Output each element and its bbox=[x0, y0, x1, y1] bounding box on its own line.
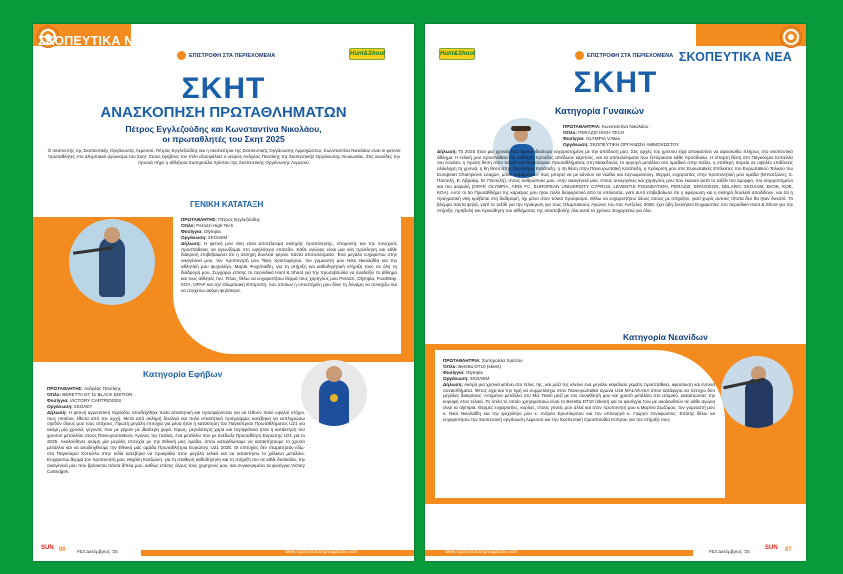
organization-value: ΣΚΟΛΕΜ bbox=[208, 234, 228, 240]
women-details bbox=[437, 124, 793, 214]
page-number: 86 bbox=[59, 547, 66, 553]
sun-logo: SUN bbox=[41, 545, 54, 551]
poutikis-photo bbox=[301, 360, 367, 426]
gun-value: Beretta DT10 (skeet) bbox=[458, 363, 501, 369]
champion-label: ΠΡΩΤΑΘΛΗΤΗΣ: bbox=[47, 386, 83, 391]
issue-label: #53 Δεκέμβριος '25 bbox=[709, 550, 750, 555]
intro-paragraph: Ο σκοπευτής της Σκοπευτικής Οργάνωσης Λεμεσού, Πέτρος Εγγλεζούδης και η σκοπεύτρια της Σκοπευτικής Οργάνωσης Αμμοχώστου, Κωνσταντίνα Νικολάου είναι οι φετινοί πρωταθλητές στο ολυμπιακό αγώνισμα του Σκητ. Στους έφηβους τον τίτλο εξασφάλισε ο νεαρός Ανδρέας Πουτίκης της Σκοπευτικής Οργάνωσης Λευκωσίας. Στις νεανίδες την πρωτιά πήρε η αθλήτρια Σωτηρούλα Χρίστου της Σκοπευτικής Οργάνωσης Λεμεσού. bbox=[47, 148, 401, 165]
website-link[interactable]: www.cyprushuntingmagazine.com bbox=[445, 550, 518, 555]
target-icon bbox=[780, 26, 802, 48]
gun-value: Perazzi High Tech bbox=[196, 222, 234, 228]
gun-label: Όπλο: bbox=[181, 222, 195, 228]
juniors-heading: Κατηγορία Εφήβων bbox=[143, 369, 223, 379]
statement-text: Ακόμη μια χρονιά φτάνει στο τέλος της, και μαζί της κλείνει ένα μεγάλο κεφάλαιο γεμάτο προσπάθεια, αφοσίωση και έντονα συναισθήματα. Φέτος είχα και την τιμή να συμμετάσχω στον Πανευρωπαϊκό αγώνα U18 MALAKASA όπου κατάφερα να πετύχω δύο μεγάλες διακρίσεις: Ασημένιο μετάλλιο στο Mix Team μαζί με τον συναθλητή μου και χρυσό μετάλλιο στο ατομικό, κατακτώντας την κορυφή στον τελικό. Το όπλο το οποίο χρησιμοποιώ είναι το Beretta DT10 (skeet) και τα φυσίγγια που με ακολουθούν σε κάθε αγώνα είναι τα olympia. Θερμές ευχαριστίες, κυρίως, στους γονείς μου αλλά και στον προπονητή μου κ.Μαρίνο Σωζόμου, τον γυμναστή μου κ. Νίκο Νικολαΐδη και την ψυχολόγο μου κ. Αντρέα Ερωτόκριτου και τον οπλουργό κ. Γιώργο Ξενοφώντος. Επίσης θέλω να ευχαριστήσω την Σκοπευτική οργάνωση Λεμεσού και την Σκοπευτική Ομοσπονδία Κύπρου για την στήριξη τους. bbox=[443, 381, 715, 423]
junior-figure bbox=[319, 380, 349, 426]
issue-label: #53 Δεκέμβριος '25 bbox=[77, 550, 118, 555]
hunt-shoot-logo: Hunt&Shoot bbox=[439, 48, 475, 60]
champion-label: ΠΡΩΤΑΘΛΗΤΡΙΑ: bbox=[443, 358, 481, 363]
cartridges-value: OLYMPIA V-Max bbox=[585, 135, 621, 141]
back-arrow-icon bbox=[177, 51, 186, 60]
cartridges-value: Olympia bbox=[465, 369, 483, 375]
organization-label: Οργάνωση: bbox=[181, 234, 207, 240]
statement-label: Δήλωση: bbox=[47, 409, 67, 415]
right-footer bbox=[425, 545, 806, 561]
left-header bbox=[33, 24, 414, 66]
footer-bar bbox=[141, 550, 414, 556]
gold-medal-icon bbox=[330, 394, 338, 402]
champion-name: Ανδρέας Πουτίκης bbox=[84, 386, 121, 391]
statement-label: Δήλωση: bbox=[443, 381, 463, 387]
girls-details bbox=[443, 358, 715, 423]
organization-label: Οργάνωση: bbox=[443, 375, 469, 381]
cartridges-value: VICTORY CARTRIDGES bbox=[69, 397, 122, 403]
headline-line-2: οι πρωταθλητές του Σκητ 2025 bbox=[162, 134, 285, 144]
shooter-head bbox=[104, 227, 120, 243]
statement-label: Δήλωση: bbox=[437, 148, 457, 154]
cartridges-label: Φυσίγγια: bbox=[563, 135, 585, 141]
cartridges-label: Φυσίγγια: bbox=[181, 228, 203, 234]
back-arrow-icon bbox=[575, 51, 584, 60]
right-page bbox=[425, 24, 806, 561]
page-subtitle: ΑΝΑΣΚΟΠΗΣΗ ΠΡΩΤΑΘΛΗΜΑΤΩΝ bbox=[100, 104, 347, 121]
page-title: ΣΚΗΤ bbox=[181, 72, 266, 105]
back-link-label: ΕΠΙΣΤΡΟΦΗ ΣΤΑ ΠΕΡΙΕΧΟΜΕΝΑ bbox=[189, 52, 276, 59]
organization-value: ΣΚΟΛΕΥ bbox=[74, 403, 93, 409]
christou-photo bbox=[721, 356, 793, 428]
section-title: ΣΚΟΠΕΥΤΙΚΑ ΝΕΑ bbox=[678, 50, 792, 64]
page-gutter bbox=[414, 24, 425, 561]
gun-label: Όπλο: bbox=[563, 129, 577, 135]
sun-logo: SUN bbox=[765, 545, 778, 551]
website-link[interactable]: www.cyprushuntingmagazine.com bbox=[285, 550, 358, 555]
junior-head bbox=[326, 366, 342, 382]
champion-label: ΠΡΩΤΑΘΛΗΤΡΙΑ: bbox=[563, 124, 601, 129]
juniors-details bbox=[47, 386, 305, 475]
section-title: ΣΚΟΠΕΥΤΙΚΑ ΝΕΑ bbox=[38, 34, 152, 48]
statement-label: Δήλωση: bbox=[181, 240, 201, 246]
general-details bbox=[181, 217, 397, 294]
left-page bbox=[33, 24, 414, 561]
organization-label: Οργάνωση: bbox=[47, 403, 73, 409]
back-to-contents-link[interactable] bbox=[177, 51, 275, 60]
organization-label: Οργάνωση: bbox=[563, 141, 589, 147]
statement-text: Η φετινή αγωνιστική περίοδος αποδείχθηκε πολύ απαιτητική και προσφέρονταν για να τεθούν πολύ υψηλοί στόχοι, τους οποίους έθεσα από την αρχή. Μετά από σκληρή δουλειά και πολύ απαιτητικό πρόγραμμα, κατέβηκα να εκπληρώσω σχεδόν όλους μου τους στόχους. Πρώτη μεγάλη επιτυχία για μένα ήταν η κατάκτηση του Παγκύπριου Πρωταθλήματος U21 για ακόμη μία χρονιά, γεγονός που με γέμισε με ιδιαίτερη χαρά. Όμως, μεγαλύτερη χαρά και περηφάνεια ήταν η κατάκτηση του χρυσού μεταλλίου στους Πανευρωπαϊκούς Αγώνες της Ιταλίας, ένα μετάλλιο που με ανέδειξε Πρωταθλητή Ευρώπης U21 για το 2025. Ακολούθησε ακόμη μία μεγάλη επιτυχία με την Εθνική μας ομάδα, όπου κατορθώσαμε να κατακτήσουμε το χρυσό μετάλλιο και να αναδειχθούμε την Εθνική μας ομάδα Πρωταθλήτρια Ευρώπης U21 2025. Οι επιτυχίες δεν σταμάτησαν εδώ· στο Παγκόσμιο Κύπελλο στην Ινδία κατέβηκα να προκριθώ στον μεγάλο τελικό και να κατακτήσω το χάλκινο μετάλλιο. Ευχαριστώ θερμά τον προπονητή μου, Μιχάλη Κατζιώνη, για τη σταθερή καθοδήγηση και τη στήριξή του σε κάθε δυσκολία, την οικογένειά μου που βρίσκεται πάντα δίπλα μου, καθώς επίσης όλους τους χορηγούς μου, και συγκεκριμένα τα φυσίγγια Victory Cartridges. bbox=[47, 409, 305, 474]
cartridges-value: Olympia bbox=[203, 228, 221, 234]
gun-label: Όπλο: bbox=[47, 391, 61, 397]
page-title: ΣΚΗΤ bbox=[573, 66, 658, 99]
champion-label: ΠΡΩΤΑΘΛΗΤΗΣ: bbox=[181, 217, 217, 222]
headline-line-1: Πέτρος Εγγλεζούδης και Κωνσταντίνα Νικολάου, bbox=[125, 124, 322, 134]
gun-value: PERAZZI HIGH TECH bbox=[578, 129, 625, 135]
gun-label: Όπλο: bbox=[443, 363, 457, 369]
champion-name: Σωτηρούλα Χρίστου bbox=[481, 358, 523, 363]
champion-name: Πέτρος Εγγλεζούδης bbox=[218, 217, 261, 222]
page-number: 87 bbox=[785, 547, 792, 553]
organization-value: ΣΚΟΛΕΜ bbox=[470, 375, 490, 381]
champion-name: Κωνσταντίνα Νικολάου bbox=[601, 124, 649, 129]
englezoudis-photo bbox=[69, 219, 155, 305]
back-link-label: ΕΠΙΣΤΡΟΦΗ ΣΤΑ ΠΕΡΙΕΧΟΜΕΝΑ bbox=[587, 52, 674, 59]
cartridges-label: Φυσίγγια: bbox=[47, 397, 69, 403]
left-footer bbox=[33, 545, 414, 561]
women-heading: Κατηγορία Γυναικών bbox=[555, 106, 644, 116]
statement-text: Το 2025 ήταν μια χρονιά που ήμουν ιδιαίτερα ευχαριστημένη με την απόδοσή μου. Στις αρχές του χρόνου είχα αποφασίσει να αφοσιωθώ πλήρως στο σκοπευτικό άθλημα. Η τελική μου προσπάθεια και σταθερή πρόοδος απέδωσε καρπούς, και τα αποτελέσματα που ξεπέρασαν κάθε προσδοκία. Η τέταρτη θέση στο Παγκόσμιο Κύπελλο του Λονάτο, η πρώτη θέση στον τελικό του Παγκόσμιου Πρωταθλήματος στη Μακεδονία, το αργυρό μετάλλιο στο ομαδικό στην Ιταλία, η σταθερή πορεία σε υψηλές επιδόσεις ολόκληρη τη χρονιά, η 8η θέση στην Παγκόσμια Κατάταξη, η 4η θέση στην Πανευρωπαϊκή Κατάταξη, η πρόκριση μου στις Ευρωπαϊκές Επίλεκτες του Ευρωπαϊκού Τελικού του European Champions League, μόνο παραμένουν πως μπορεί να με κάνουν να νιώθω και ευγνωμοσύνη. Θερμές ευχαριστίες στην προπονητική μου ομάδα (Μ.Κατζιώνη, Σ. Παντελή, Ε. Αβραάμ, Μ. Παντελή), στους ανθρώπους μου, στην οικογένειά μου, στους συνεργάτες και χορηγούς μου που έκαναν αυτό το ταξίδι πιο όμορφο, πιο ισορροπημένο και πιο ασφαλή (ΟΡΑΡ, OLYMPIA, ARIS FC, EUROPEAN UNIVERSITY CYPRUS, LEVENTIS FOUNDATION, PERAZZI, ERGOSIGN, DELARO, ΣΚΟΛΑΜ, ΣΚΟΚ, ΚΟΕ, ΚΟΑ). Αυτό το 5ο Πρωτάθλημα της καριέρας μου ήταν πολύ διαφορετικό από τα υπόλοιπα, γιατί αυτό επιβεβαίωσε ότι η αφιέρωση και η σκληρή δουλειά αποδίδουν, και ότι η πραγματική νίκη κρύβεται στη διαδρομή, όχι μόνο στον τελικό προορισμό. Θέλω να ευχαριστήσω όλους όσους με στήριξαν, γιατί χωρίς αυτούς τίποτα δεν θα ήταν δυνατό. Το βλέμμα πάντα ψηλά, γιατί το ταξίδι για την πρόκριση για τους Ολυμπιακούς Αγώνες του Λος Άντζελες 2028, έχει ήδη ξεκινήσει! Ευχαριστίες στο περιοδικό Hunt & Shoot για την στήριξη, προβολή και προώθηση του αθλήματος της σκοποβολής όλα αυτά τα χρόνια. Ευχαριστώ για όλα. bbox=[437, 148, 793, 213]
gun-value: BERETTA DT 11 BLACK EDITION bbox=[62, 391, 133, 397]
organization-value: ΣΚΟΠΕΥΤΙΚΗ ΟΡΓΑΝΩΣΗ ΑΜΜΟΧΩΣΤΟΥ bbox=[590, 141, 680, 147]
girls-heading: Κατηγορία Νεανίδων bbox=[623, 332, 708, 342]
statement-text: Η φετινή μου νίκη είναι αποτέλεσμα σκληρής προπόνησης, υπομονής και της συνεχούς προσπάθειας να αγωνίζομαι στο υψηλότερο επίπεδο. Κάθε αγώνας είναι μια νέα πρόκληση και κάθε διάκριση επιβεβαιώνει ότι η σκληρή δουλειά φέρνει πάντα αποτελέσματα. Ένα μεγάλο ευχαριστώ στην οικογένεια μου, τον προπονητή μου Τάκη Χριστοφόρου, τον γυμναστή μου Νίκο Νικολαΐδη και την αθλητική μου ψυχολόγο, Μαρία Ψυχοπαΐδη, για τη στήριξη και καθοδηγητική στήριξη τους σε όλη τη διαδρομή μου. Συγχαρώ επίσης το περιοδικό Hunt & Shoot για την πρωτοβουλία να αναδείξει το άθλημα και τους αθλητές του. Τέλος, θέλω να ευχαριστήσω θερμά τους χορηγούς μου Perazzi, Olympia, FoodWay, ΚΟΑ, ΟΡΑΡ και την Ολυμπιακή Επιτροπή, των οποίων η υποστήριξη μου δίνει τη δύναμη να συνεχίζω και να στοχεύω ακόμη ψηλότερα. bbox=[181, 240, 397, 293]
back-to-contents-link[interactable] bbox=[575, 51, 673, 60]
hunt-shoot-logo: Hunt&Shoot bbox=[349, 48, 385, 60]
cartridges-label: Φυσίγγια: bbox=[443, 369, 465, 375]
right-header bbox=[425, 24, 806, 66]
shooter-figure bbox=[745, 378, 773, 428]
general-heading: ΓΕΝΙΚΗ ΚΑΤΑΤΑΞΗ bbox=[190, 200, 264, 209]
